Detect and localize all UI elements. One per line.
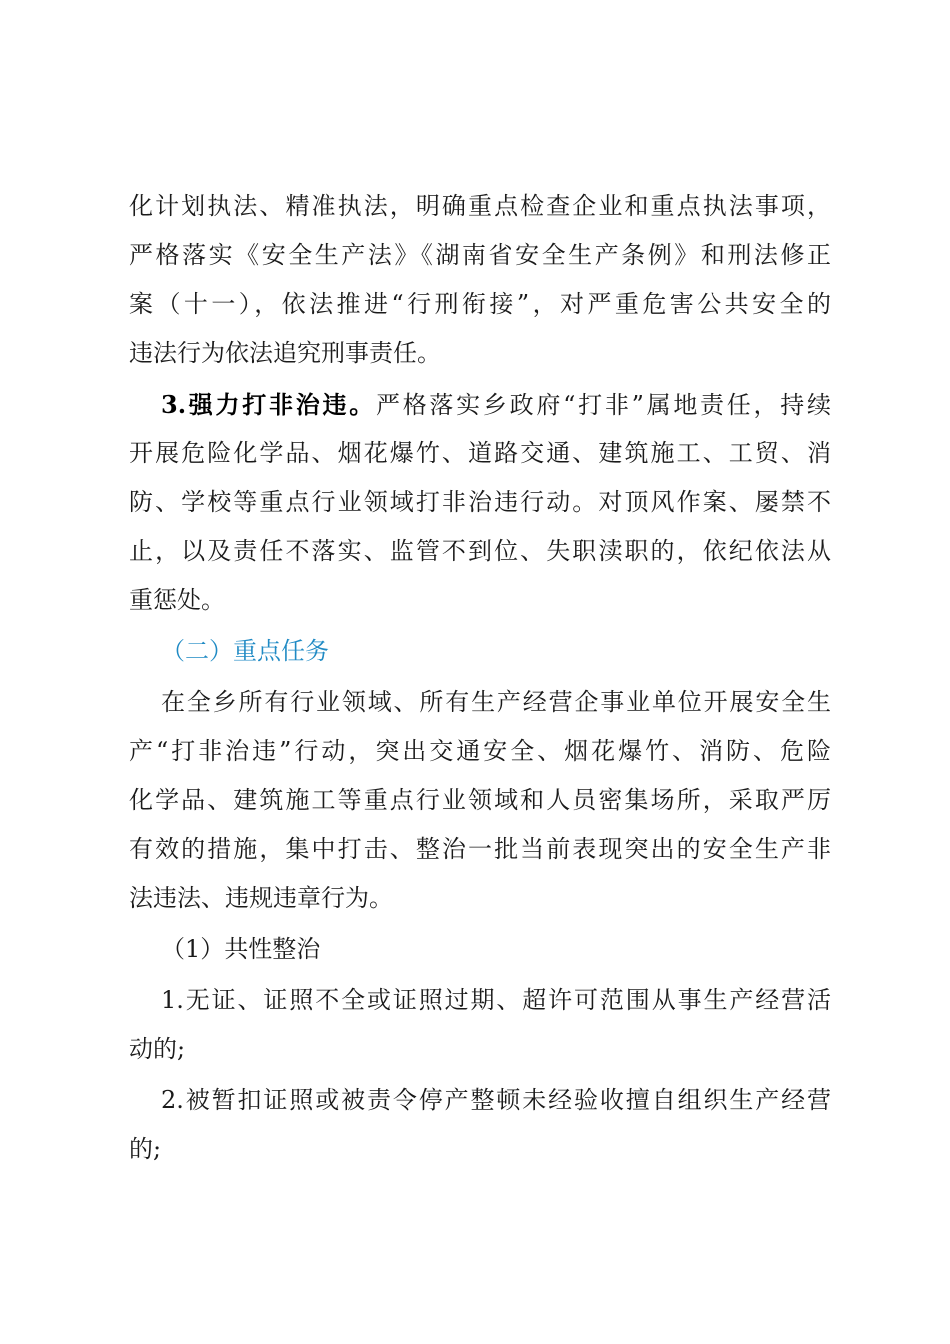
sub-heading: （1）共性整治 <box>161 935 321 963</box>
text-line <box>129 380 831 429</box>
text-line: 化计划执法、精准执法，明确重点检查企业和重点执法事项， <box>129 192 831 220</box>
text-line: 在全乡所有行业领域、所有生产经营企事业单位开展安全生 <box>161 688 831 716</box>
section-heading: （二）重点任务 <box>161 637 329 665</box>
section-heading-key-tasks <box>129 627 831 676</box>
text-line: 化学品、建筑施工等重点行业领域和人员密集场所，采取严厉 <box>129 786 831 814</box>
text-line: 产“打非治违”行动，突出交通安全、烟花爆竹、消防、危险 <box>129 737 831 765</box>
text-line: 案（十一），依法推进“行刑衔接”，对严重危害公共安全的 <box>129 290 831 318</box>
list-item-1 <box>129 976 831 1074</box>
paragraph-lead-heading: 3.强力打非治违。 <box>161 390 376 419</box>
text-line: 防、学校等重点行业领域打非治违行动。对顶风作案、屡禁不 <box>129 488 831 516</box>
paragraph-key-tasks <box>129 678 831 923</box>
text-line: 有效的措施，集中打击、整治一批当前表现突出的安全生产非 <box>129 835 831 863</box>
text-line: 严格落实《安全生产法》《湖南省安全生产条例》和刑法修正 <box>129 241 831 269</box>
paragraph-strengthen-crackdown <box>129 380 831 625</box>
text-line: 动的; <box>129 1035 186 1063</box>
text-line: 违法行为依法追究刑事责任。 <box>129 339 441 367</box>
text-line: 重惩处。 <box>129 586 225 614</box>
text-line: 的; <box>129 1135 162 1163</box>
sub-heading-common-rectification <box>129 925 831 974</box>
text-line: 1.无证、证照不全或证照过期、超许可范围从事生产经营活 <box>161 986 831 1014</box>
text-line: 2.被暂扣证照或被责令停产整顿未经验收擅自组织生产经营 <box>161 1086 831 1114</box>
document-page <box>129 182 831 1174</box>
text-line: 法违法、违规违章行为。 <box>129 884 393 912</box>
text-line-rest: 严格落实乡政府“打非”属地责任，持续 <box>375 391 831 419</box>
list-item-2 <box>129 1076 831 1174</box>
paragraph-continued <box>129 182 831 378</box>
text-line: 开展危险化学品、烟花爆竹、道路交通、建筑施工、工贸、消 <box>129 439 831 467</box>
text-line: 止，以及责任不落实、监管不到位、失职渎职的，依纪依法从 <box>129 537 831 565</box>
